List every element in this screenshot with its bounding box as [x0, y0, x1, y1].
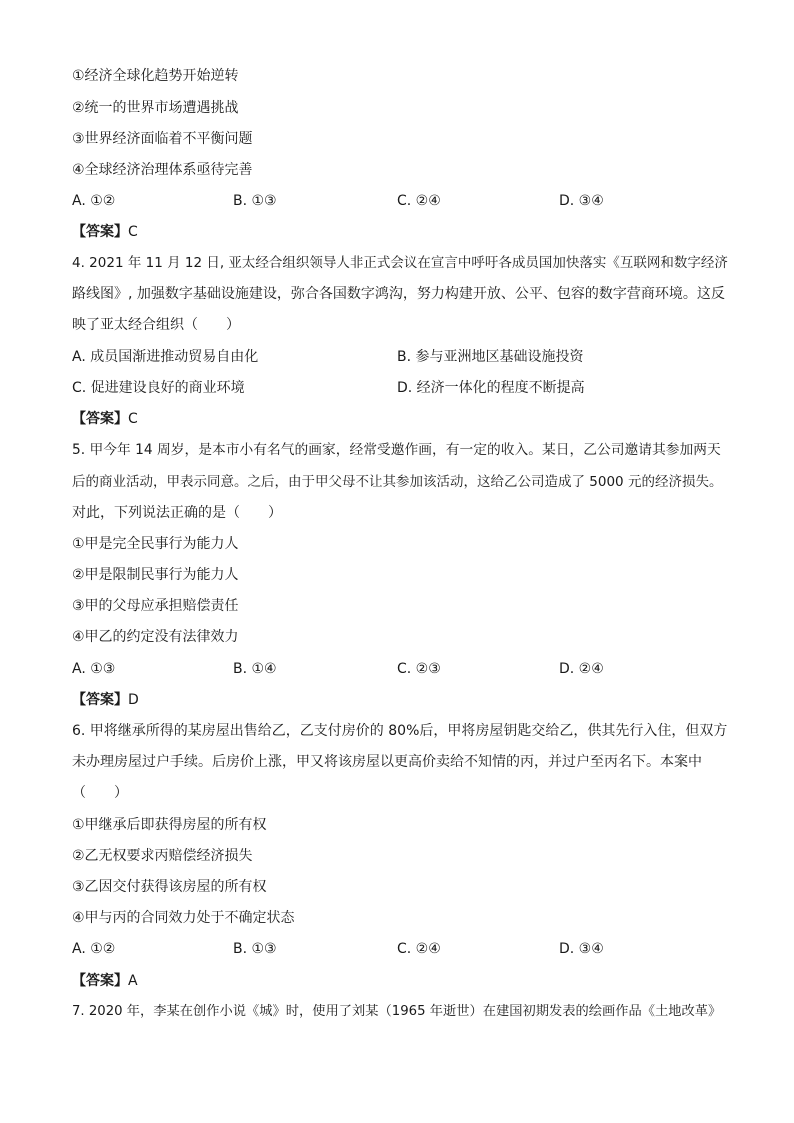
q6-stem-line-3: （ ） — [72, 785, 128, 801]
q5-item-3: ③甲的父母应承担赔偿责任 — [72, 598, 239, 614]
q5-answer — [72, 690, 139, 710]
q5-item-1: ①甲是完全民事行为能力人 — [72, 536, 239, 552]
q4-stem-line-2: 路线图》, 加强数字基础设施建设，弥合各国数字鸿沟，努力构建开放、公平、包容的数字营商环境。这反 — [72, 286, 725, 302]
q6-option-d: D. ③④ — [559, 941, 604, 957]
q3-option-c: C. ②④ — [397, 193, 441, 209]
q6-option-a: A. ①② — [72, 941, 116, 957]
q5-stem-line-1: 5. 甲今年 14 周岁，是本市小有名气的画家，经常受邀作画，有一定的收入。某日，乙公司邀请其参加两天 — [72, 442, 721, 458]
q4-option-d: D. 经济一体化的程度不断提高 — [397, 380, 585, 396]
q3-option-d: D. ③④ — [559, 193, 604, 209]
q3-option-b: B. ①③ — [233, 193, 277, 209]
q6-item-3: ③乙因交付获得该房屋的所有权 — [72, 879, 267, 895]
q3-item-4: ④全球经济治理体系亟待完善 — [72, 162, 253, 178]
q3-option-a: A. ①② — [72, 193, 116, 209]
answer-tag: 【答案】 — [72, 411, 128, 427]
q6-stem-line-2: 未办理房屋过户手续。后房价上涨，甲又将该房屋以更高价卖给不知情的丙，并过户至丙名下。本案中 — [72, 754, 702, 770]
q5-stem-line-2: 后的商业活动，甲表示同意。之后，由于甲父母不让其参加该活动，这给乙公司造成了 5000 元的经济损失。 — [72, 474, 723, 490]
q6-option-b: B. ①③ — [233, 941, 277, 957]
q4-options-row-1 — [72, 347, 732, 367]
q5-option-b: B. ①④ — [233, 661, 277, 677]
q3-answer — [72, 222, 138, 242]
q5-option-d: D. ②④ — [559, 661, 604, 677]
q4-options-row-2 — [72, 378, 732, 398]
q4-answer — [72, 409, 138, 429]
q6-item-4: ④甲与丙的合同效力处于不确定状态 — [72, 910, 295, 926]
q4-option-c: C. 促进建设良好的商业环境 — [72, 380, 245, 396]
answer-tag: 【答案】 — [72, 224, 128, 240]
q3-options — [72, 191, 732, 211]
q6-stem-line-1: 6. 甲将继承所得的某房屋出售给乙，乙支付房价的 80%后，甲将房屋钥匙交给乙，供其先行入住，但双方 — [72, 723, 728, 739]
q5-option-a: A. ①③ — [72, 661, 116, 677]
q5-stem-line-3: 对此，下列说法正确的是（ ） — [72, 505, 282, 521]
answer-value: A — [128, 973, 138, 989]
q6-item-2: ②乙无权要求丙赔偿经济损失 — [72, 848, 253, 864]
q4-stem-line-1: 4. 2021 年 11 月 12 日, 亚太经合组织领导人非正式会议在宣言中呼吁各成员国加快落实《互联网和数字经济 — [72, 255, 728, 271]
q4-option-a: A. 成员国渐进推动贸易自由化 — [72, 349, 259, 365]
q3-item-3: ③世界经济面临着不平衡问题 — [72, 131, 253, 147]
answer-tag: 【答案】 — [72, 973, 128, 989]
q3-item-1: ①经济全球化趋势开始逆转 — [72, 68, 239, 84]
q4-option-b: B. 参与亚洲地区基础设施投资 — [397, 349, 584, 365]
answer-value: C — [128, 224, 138, 240]
q6-option-c: C. ②④ — [397, 941, 441, 957]
q3-item-2: ②统一的世界市场遭遇挑战 — [72, 100, 239, 116]
q6-answer — [72, 971, 138, 991]
answer-value: C — [128, 411, 138, 427]
q6-item-1: ①甲继承后即获得房屋的所有权 — [72, 817, 267, 833]
q5-option-c: C. ②③ — [397, 661, 441, 677]
q4-stem-line-3: 映了亚太经合组织（ ） — [72, 317, 240, 333]
answer-value: D — [128, 692, 139, 708]
answer-tag: 【答案】 — [72, 692, 128, 708]
q6-options — [72, 939, 732, 959]
q5-item-2: ②甲是限制民事行为能力人 — [72, 567, 239, 583]
q7-stem-line-1: 7. 2020 年，李某在创作小说《城》时，使用了刘某（1965 年逝世）在建国初期发表的绘画作品《土地改革》 — [72, 1004, 722, 1019]
q5-options — [72, 659, 732, 679]
q5-item-4: ④甲乙的约定没有法律效力 — [72, 629, 239, 645]
